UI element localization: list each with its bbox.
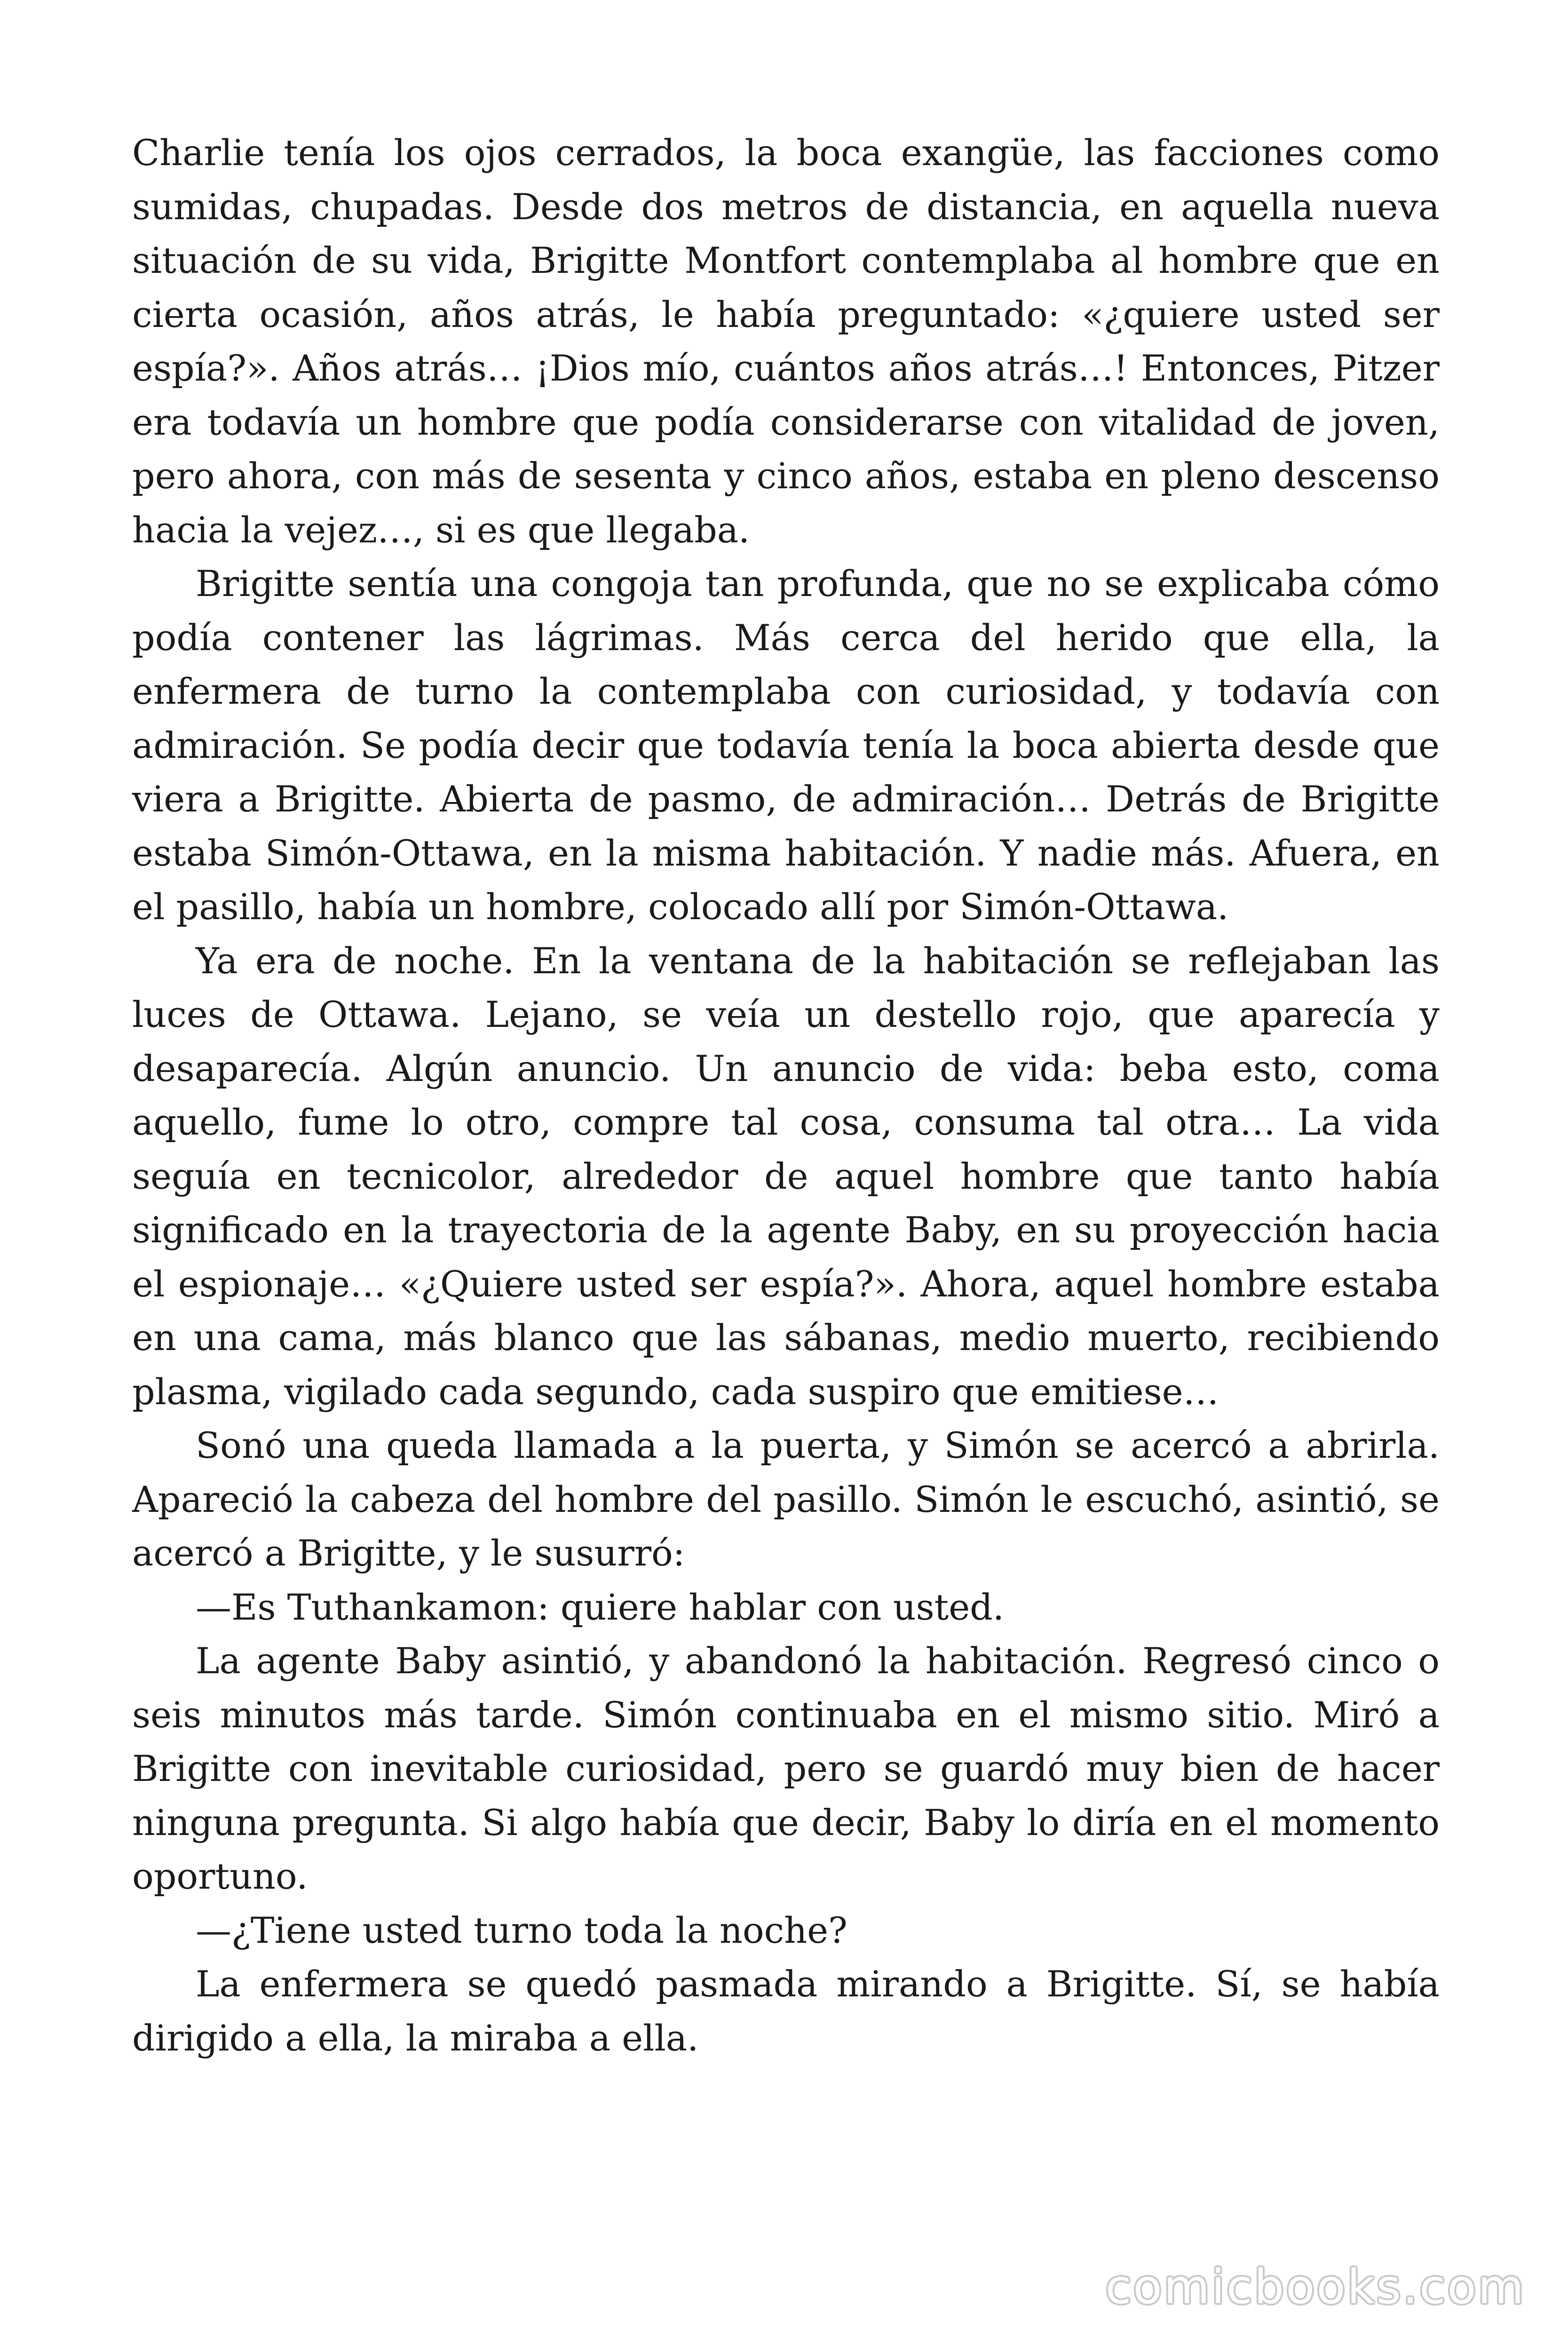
paragraph-5-dialogue: —Es Tuthankamon: quiere hablar con usted. [196, 1586, 1004, 1628]
body-text [132, 126, 1440, 2065]
paragraph-7-dialogue: —¿Tiene usted turno toda la noche? [196, 1909, 847, 1951]
paragraph-4: Sonó una queda llamada a la puerta, y Simón se acercó a abrirla. Apareció la cabeza del hombre del pasillo. Simón le escuchó, asintió, se acercó a Brigitte, y le susurró: [132, 1424, 1440, 1574]
site-watermark: comicbooks.com [1105, 2259, 1526, 2314]
paragraph-6: La agente Baby asintió, y abandonó la habitación. Regresó cinco o seis minutos más tarde. Simón continuaba en el mismo sitio. Miró a Brigitte con inevitable curiosidad, pero se guardó muy bien de hacer ninguna pregunta. Si algo había que decir, Baby lo diría en el momento oportuno. [132, 1640, 1440, 1897]
paragraph-8: La enfermera se quedó pasmada mirando a Brigitte. Sí, se había dirigido a ella, la miraba a ella. [132, 1963, 1440, 2059]
paragraph-1: Charlie tenía los ojos cerrados, la boca exangüe, las facciones como sumidas, chupadas. Desde dos metros de distancia, en aquella nueva situación de su vida, Brigitte Montfort contemplaba al hombre que en cierta ocasión, años atrás, le había preguntado: «¿quiere usted ser espía?». Años atrás… ¡Dios mío, cuántos años atrás…! Entonces, Pitzer era todavía un hombre que podía considerarse con vitalidad de joven, pero ahora, con más de sesenta y cinco años, estaba en pleno descenso hacia la vejez…, si es que llegaba. [132, 132, 1440, 551]
paragraph-2: Brigitte sentía una congoja tan profunda, que no se explicaba cómo podía contener las lágrimas. Más cerca del herido que ella, la enfermera de turno la contemplaba con curiosidad, y todavía con admiración. Se podía decir que todavía tenía la boca abierta desde que viera a Brigitte. Abierta de pasmo, de admiración… Detrás de Brigitte estaba Simón-Ottawa, en la misma habitación. Y nadie más. Afuera, en el pasillo, había un hombre, colocado allí por Simón-Ottawa. [132, 563, 1440, 928]
paragraph-3: Ya era de noche. En la ventana de la habitación se reflejaban las luces de Ottawa. Lejano, se veía un destello rojo, que aparecía y desaparecía. Algún anuncio. Un anuncio de vida: beba esto, coma aquello, fume lo otro, compre tal cosa, consuma tal otra… La vida seguía en tecnicolor, alrededor de aquel hombre que tanto había significado en la trayectoria de la agente Baby, en su proyección hacia el espionaje… «¿Quiere usted ser espía?». Ahora, aquel hombre estaba en una cama, más blanco que las sábanas, medio muerto, recibiendo plasma, vigilado cada segundo, cada suspiro que emitiese… [132, 939, 1440, 1413]
